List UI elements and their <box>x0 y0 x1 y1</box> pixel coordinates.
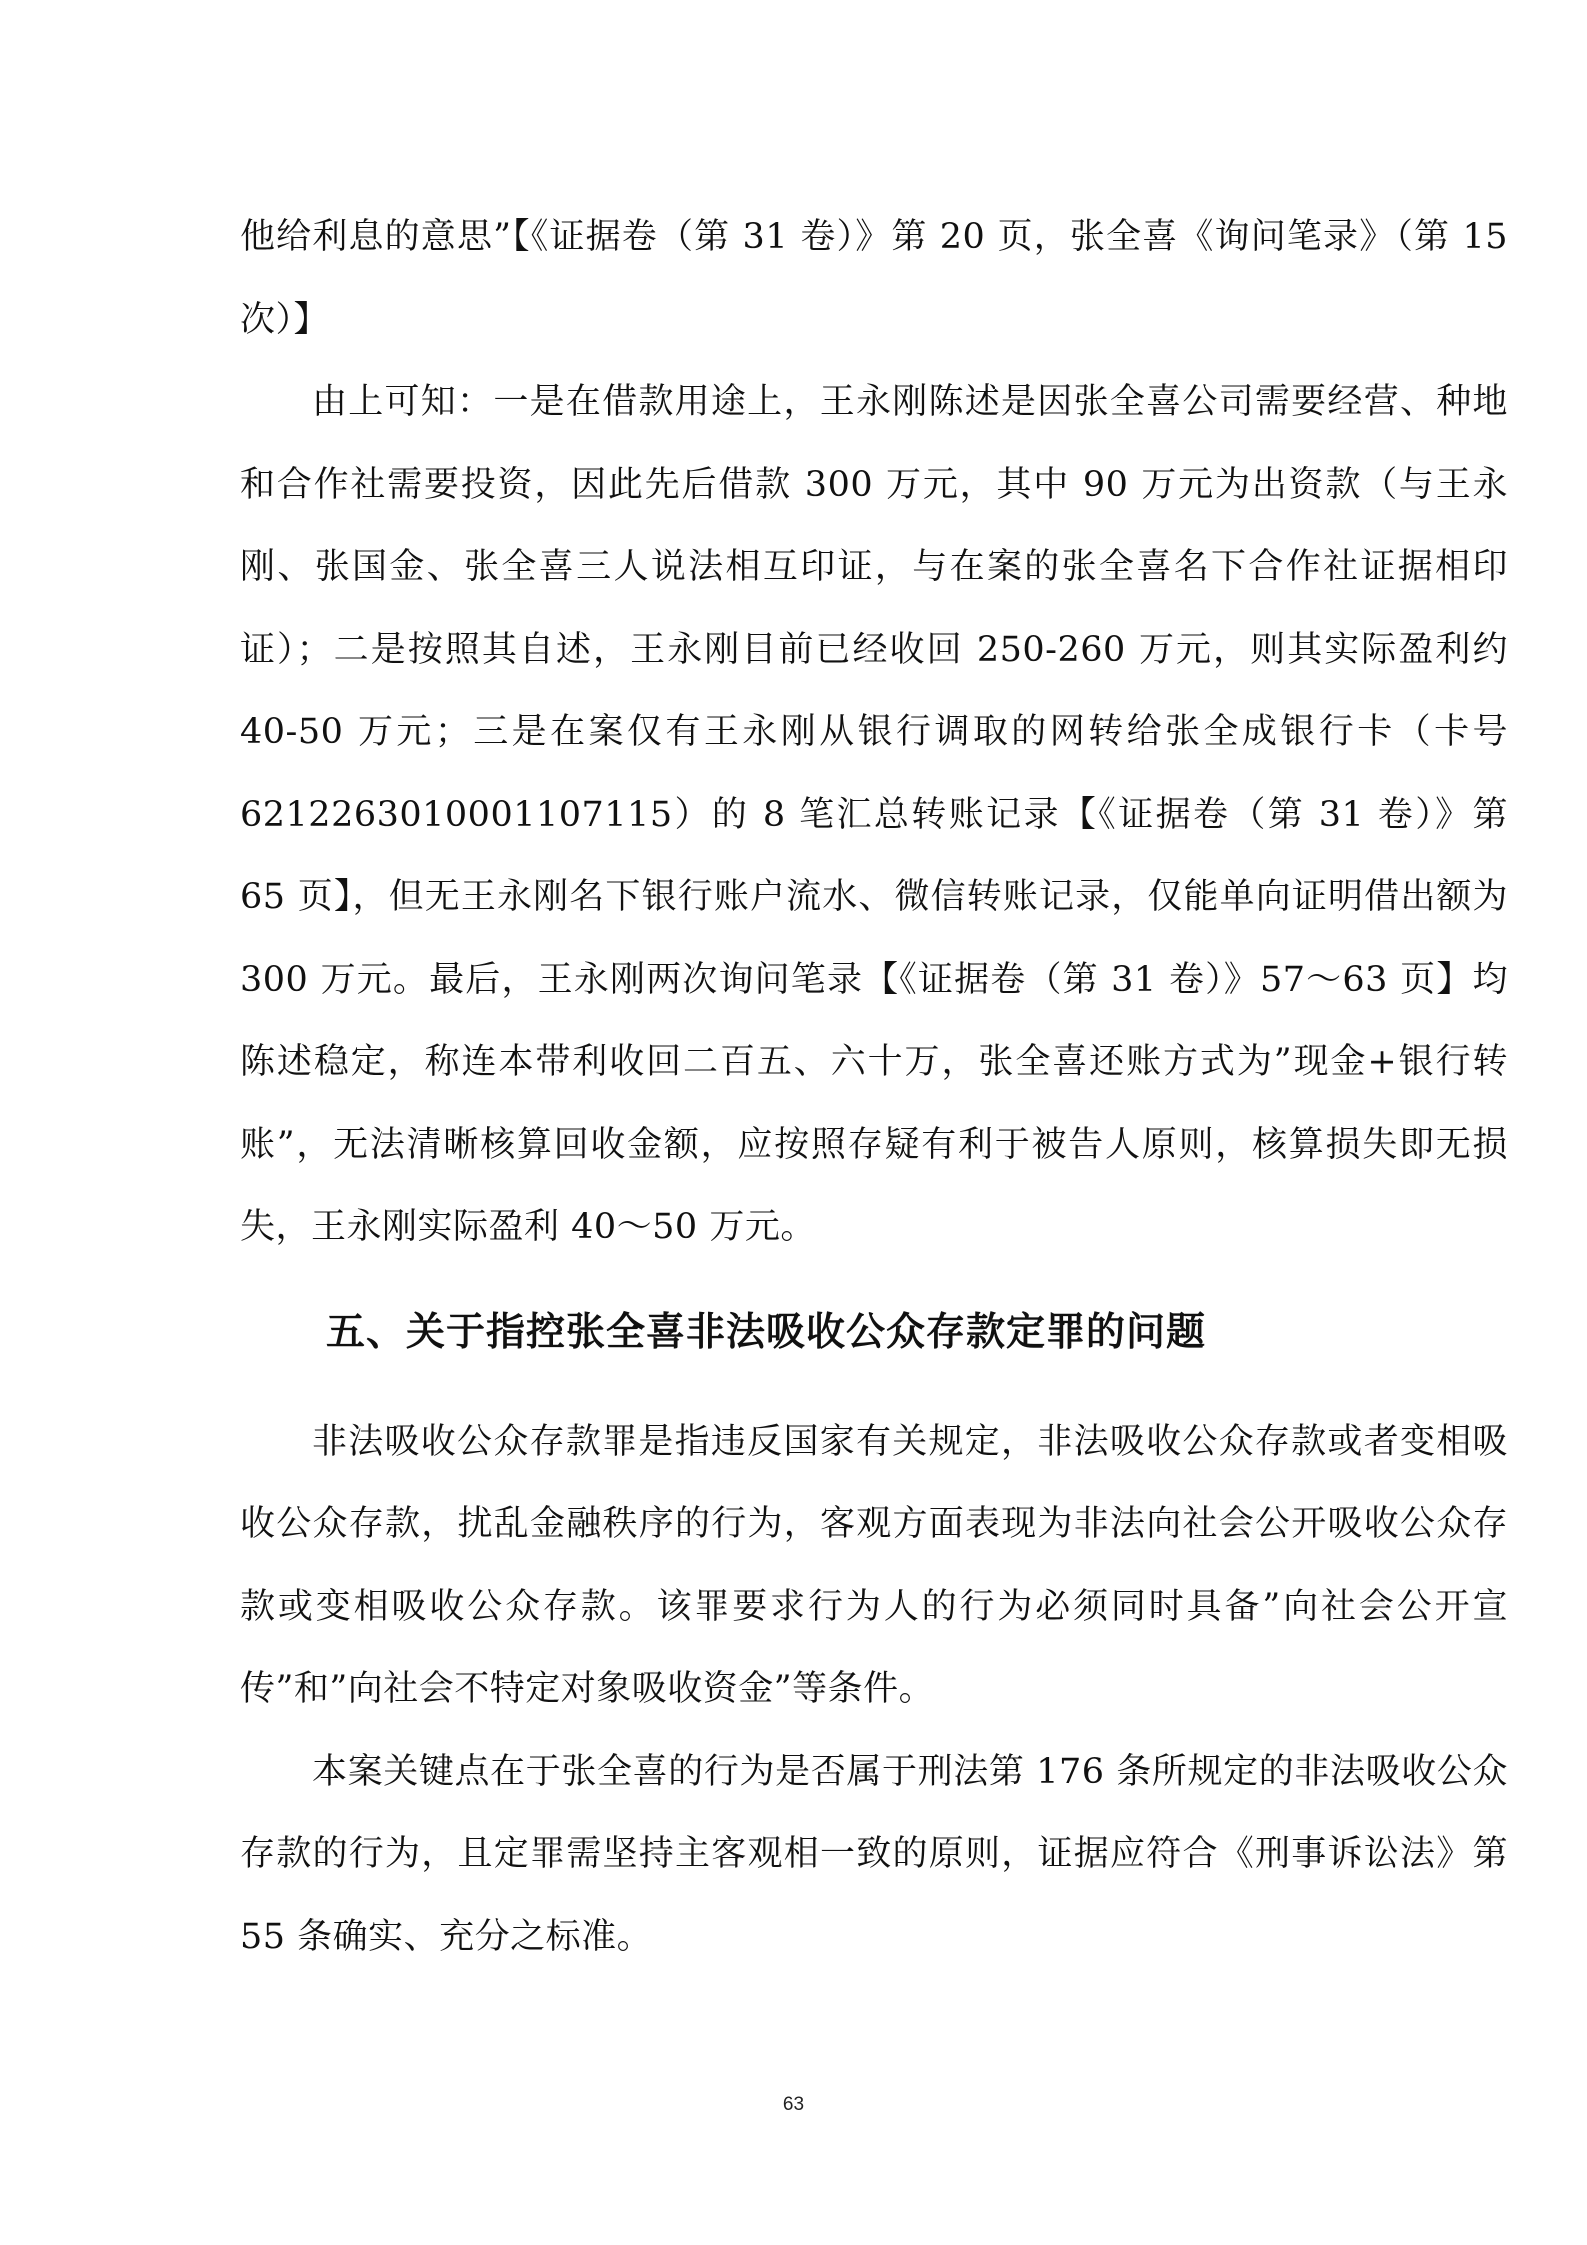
paragraph-key-point: 本案关键点在于张全喜的行为是否属于刑法第 176 条所规定的非法吸收公众存款的行为，且定罪需坚持主客观相一致的原则，证据应符合《刑事诉讼法》第 55 条确实、充分之标准。 <box>240 1751 1508 1957</box>
page-number: 63 <box>782 2094 805 2115</box>
paragraph-continuation: 他给利息的意思”【《证据卷（第 31 卷）》第 20 页，张全喜《询问笔录》（第 15 次）】 <box>240 217 1508 340</box>
paragraph-analysis: 由上可知：一是在借款用途上，王永刚陈述是因张全喜公司需要经营、种地和合作社需要投资，因此先后借款 300 万元，其中 90 万元为出资款（与王永刚、张国金、张全喜三人说法相互印证，与在案的张全喜名下合作社证据相印证）；二是按照其自述，王永刚目前已经收回 250-260 万元，则其实际盈利约 40-50 万元；三是在案仅有王永刚从银行调取的网转给张全成银行卡（卡号 6212263010001107115）的 8 笔汇总转账记录【《证据卷（第 31 卷）》第 65 页】，但无王永刚名下银行账户流水、微信转账记录，仅能单向证明借出额为 300 万元。最后，王永刚两次询问笔录【《证据卷（第 31 卷）》57～63 页】均陈述稳定，称连本带利收回二百五、六十万，张全喜还账方式为”现金+银行转账”，无法清晰核算回收金额，应按照存疑有利于被告人原则，核算损失即无损失，王永刚实际盈利 40～50 万元。 <box>240 382 1508 1247</box>
section-heading: 五、关于指控张全喜非法吸收公众存款定罪的问题 <box>326 1309 1207 1355</box>
paragraph-definition: 非法吸收公众存款罪是指违反国家有关规定，非法吸收公众存款或者变相吸收公众存款，扰乱金融秩序的行为，客观方面表现为非法向社会公开吸收公众存款或变相吸收公众存款。该罪要求行为人的行为必须同时具备”向社会公开宣传”和”向社会不特定对象吸收资金”等条件。 <box>240 1421 1508 1709</box>
document-body <box>240 196 1508 1978</box>
